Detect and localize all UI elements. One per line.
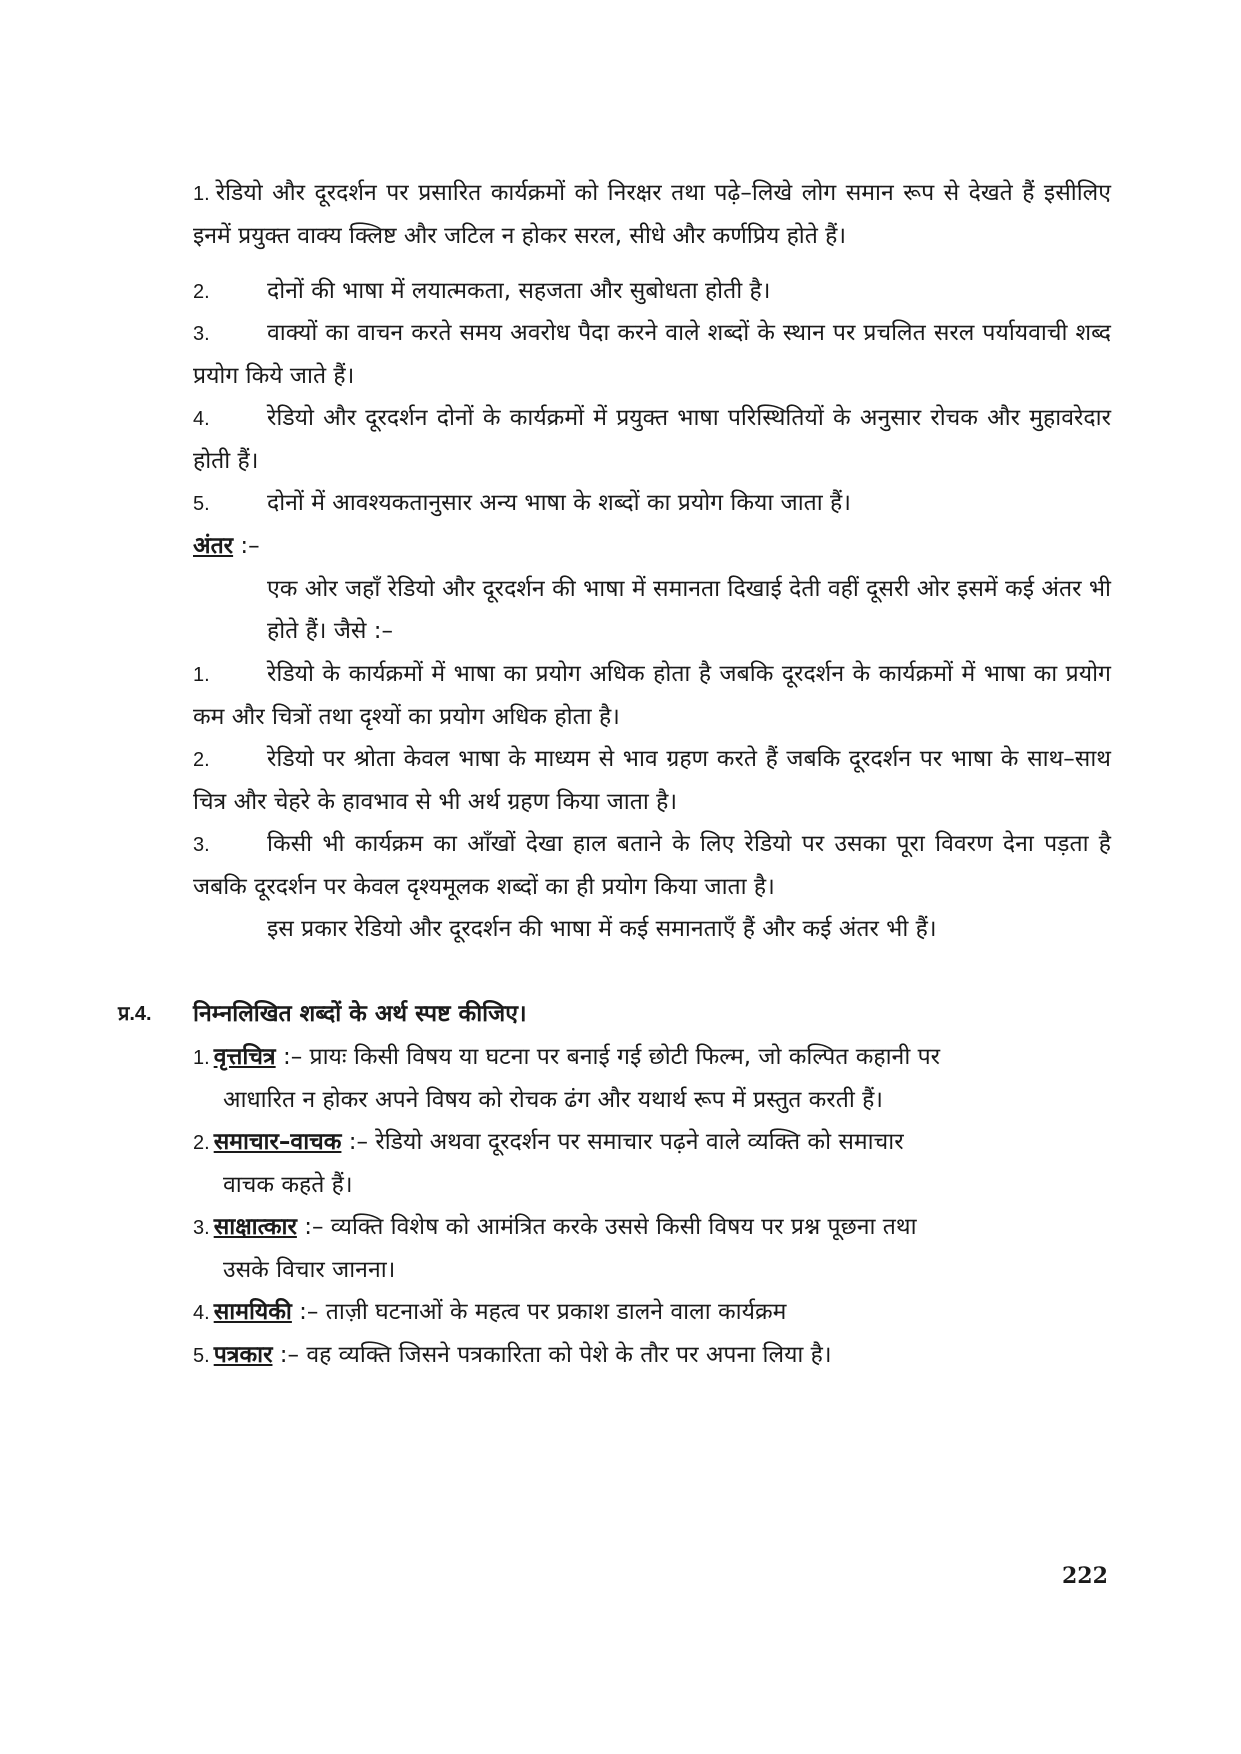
definition-item-1: [193, 1036, 1111, 1121]
item-number: 4.: [193, 408, 210, 430]
item-number: 1.: [193, 183, 210, 205]
definition-separator: :–: [291, 1299, 326, 1325]
item-text: दोनों में आवश्यकतानुसार अन्य भाषा के शब्दों का प्रयोग किया जाता हैं।: [267, 490, 851, 516]
item-number: 4.: [193, 1302, 210, 1324]
item-text: वाक्यों का वाचन करते समय अवरोध पैदा करने वाले शब्दों के स्थान पर प्रचलित सरल पर्यायवाची शब्द प्रयोग किये जाते हैं।: [193, 320, 1111, 389]
definition-text-line2: वाचक कहते हैं।: [223, 1172, 353, 1198]
conclusion: इस प्रकार रेडियो और दूरदर्शन की भाषा में कई समानताएँ हैं और कई अंतर भी हैं।: [267, 916, 937, 942]
definition-term: सामयिकी: [213, 1299, 292, 1325]
similarity-item-5: [193, 482, 1111, 525]
definition-separator: :–: [272, 1342, 307, 1368]
item-number: 3.: [193, 1217, 210, 1239]
similarity-item-4: [193, 397, 1111, 482]
difference-intro: एक ओर जहाँ रेडियो और दूरदर्शन की भाषा में समानता दिखाई देती वहीं दूसरी ओर इसमें कई अंतर भी होते हैं। जैसे :–: [267, 576, 1111, 644]
item-number: 1.: [193, 664, 210, 686]
item-number: 2.: [193, 749, 210, 771]
definition-text-line1: रेडियो अथवा दूरदर्शन पर समाचार पढ़ने वाले व्यक्ति को समाचार: [375, 1129, 904, 1155]
item-text: रेडियो और दूरदर्शन पर प्रसारित कार्यक्रमों को निरक्षर तथा पढ़े–लिखे लोग समान रूप से देखते हैं इसीलिए इनमें प्रयुक्त वाक्य क्लिष्ट और जटिल न होकर सरल, सीधे और कर्णप्रिय होते हैं।: [193, 180, 1111, 249]
question-label: प्र.4.: [118, 1003, 152, 1025]
similarity-item-3: [193, 312, 1111, 397]
item-number: 2.: [193, 1132, 210, 1154]
item-number: 3.: [193, 323, 210, 345]
similarity-item-1: [193, 172, 1111, 257]
definition-term: समाचार–वाचक: [213, 1129, 342, 1155]
item-number: 3.: [193, 834, 210, 856]
difference-heading: अंतर: [193, 533, 234, 559]
item-text: रेडियो के कार्यक्रमों में भाषा का प्रयोग अधिक होता है जबकि दूरदर्शन के कार्यक्रमों में भाषा का प्रयोग कम और चित्रों तथा दृश्यों का प्रयोग अधिक होता है।: [193, 661, 1111, 730]
definition-separator: :–: [296, 1214, 331, 1240]
definition-term: वृत्तचित्र: [213, 1044, 276, 1070]
question-text: निम्नलिखित शब्दों के अर्थ स्पष्ट कीजिए।: [193, 1001, 527, 1027]
difference-item-3: [193, 823, 1111, 908]
difference-item-1: [193, 653, 1111, 738]
item-number: 5.: [193, 1345, 210, 1367]
definition-term: साक्षात्कार: [213, 1214, 297, 1240]
page-number: 222: [1062, 1563, 1108, 1589]
definition-text-line1: प्रायः किसी विषय या घटना पर बनाई गई छोटी फिल्म, जो कल्पित कहानी पर: [309, 1044, 941, 1070]
item-text: किसी भी कार्यक्रम का आँखों देखा हाल बताने के लिए रेडियो पर उसका पूरा विवरण देना पड़ता है जबकि दूरदर्शन पर केवल दृश्यमूलक शब्दों का ही प्रयोग किया जाता है।: [193, 831, 1111, 900]
definition-item-4: [193, 1291, 1111, 1334]
item-text: रेडियो पर श्रोता केवल भाषा के माध्यम से भाव ग्रहण करते हैं जबकि दूरदर्शन पर भाषा के साथ–साथ चित्र और चेहरे के हावभाव से भी अर्थ ग्रहण किया जाता है।: [193, 746, 1111, 815]
definition-text-line1: ताज़ी घटनाओं के महत्व पर प्रकाश डालने वाला कार्यक्रम: [325, 1299, 787, 1325]
similarity-item-2: [193, 270, 1111, 313]
item-number: 2.: [193, 281, 210, 303]
item-number: 1.: [193, 1047, 210, 1069]
definition-text-line1: व्यक्ति विशेष को आमंत्रित करके उससे किसी विषय पर प्रश्न पूछना तथा: [330, 1214, 917, 1240]
definition-separator: :–: [341, 1129, 376, 1155]
difference-heading-line: [193, 525, 1111, 567]
definition-separator: :–: [275, 1044, 310, 1070]
difference-heading-suffix: :–: [233, 533, 260, 559]
item-text: रेडियो और दूरदर्शन दोनों के कार्यक्रमों में प्रयुक्त भाषा परिस्थितियों के अनुसार रोचक और मुहावरेदार होती हैं।: [193, 405, 1111, 474]
definition-text-line2: उसके विचार जानना।: [223, 1257, 396, 1283]
definition-text-line1: वह व्यक्ति जिसने पत्रकारिता को पेशे के तौर पर अपना लिया है।: [306, 1342, 832, 1368]
item-text: दोनों की भाषा में लयात्मकता, सहजता और सुबोधता होती है।: [267, 278, 771, 304]
item-number: 5.: [193, 493, 210, 515]
definition-item-3: [193, 1206, 1111, 1291]
definition-item-5: [193, 1334, 1111, 1377]
definition-term: पत्रकार: [213, 1342, 273, 1368]
definition-item-2: [193, 1121, 1111, 1206]
definition-text-line2: आधारित न होकर अपने विषय को रोचक ढंग और यथार्थ रूप में प्रस्तुत करती हैं।: [223, 1087, 884, 1113]
difference-item-2: [193, 738, 1111, 823]
